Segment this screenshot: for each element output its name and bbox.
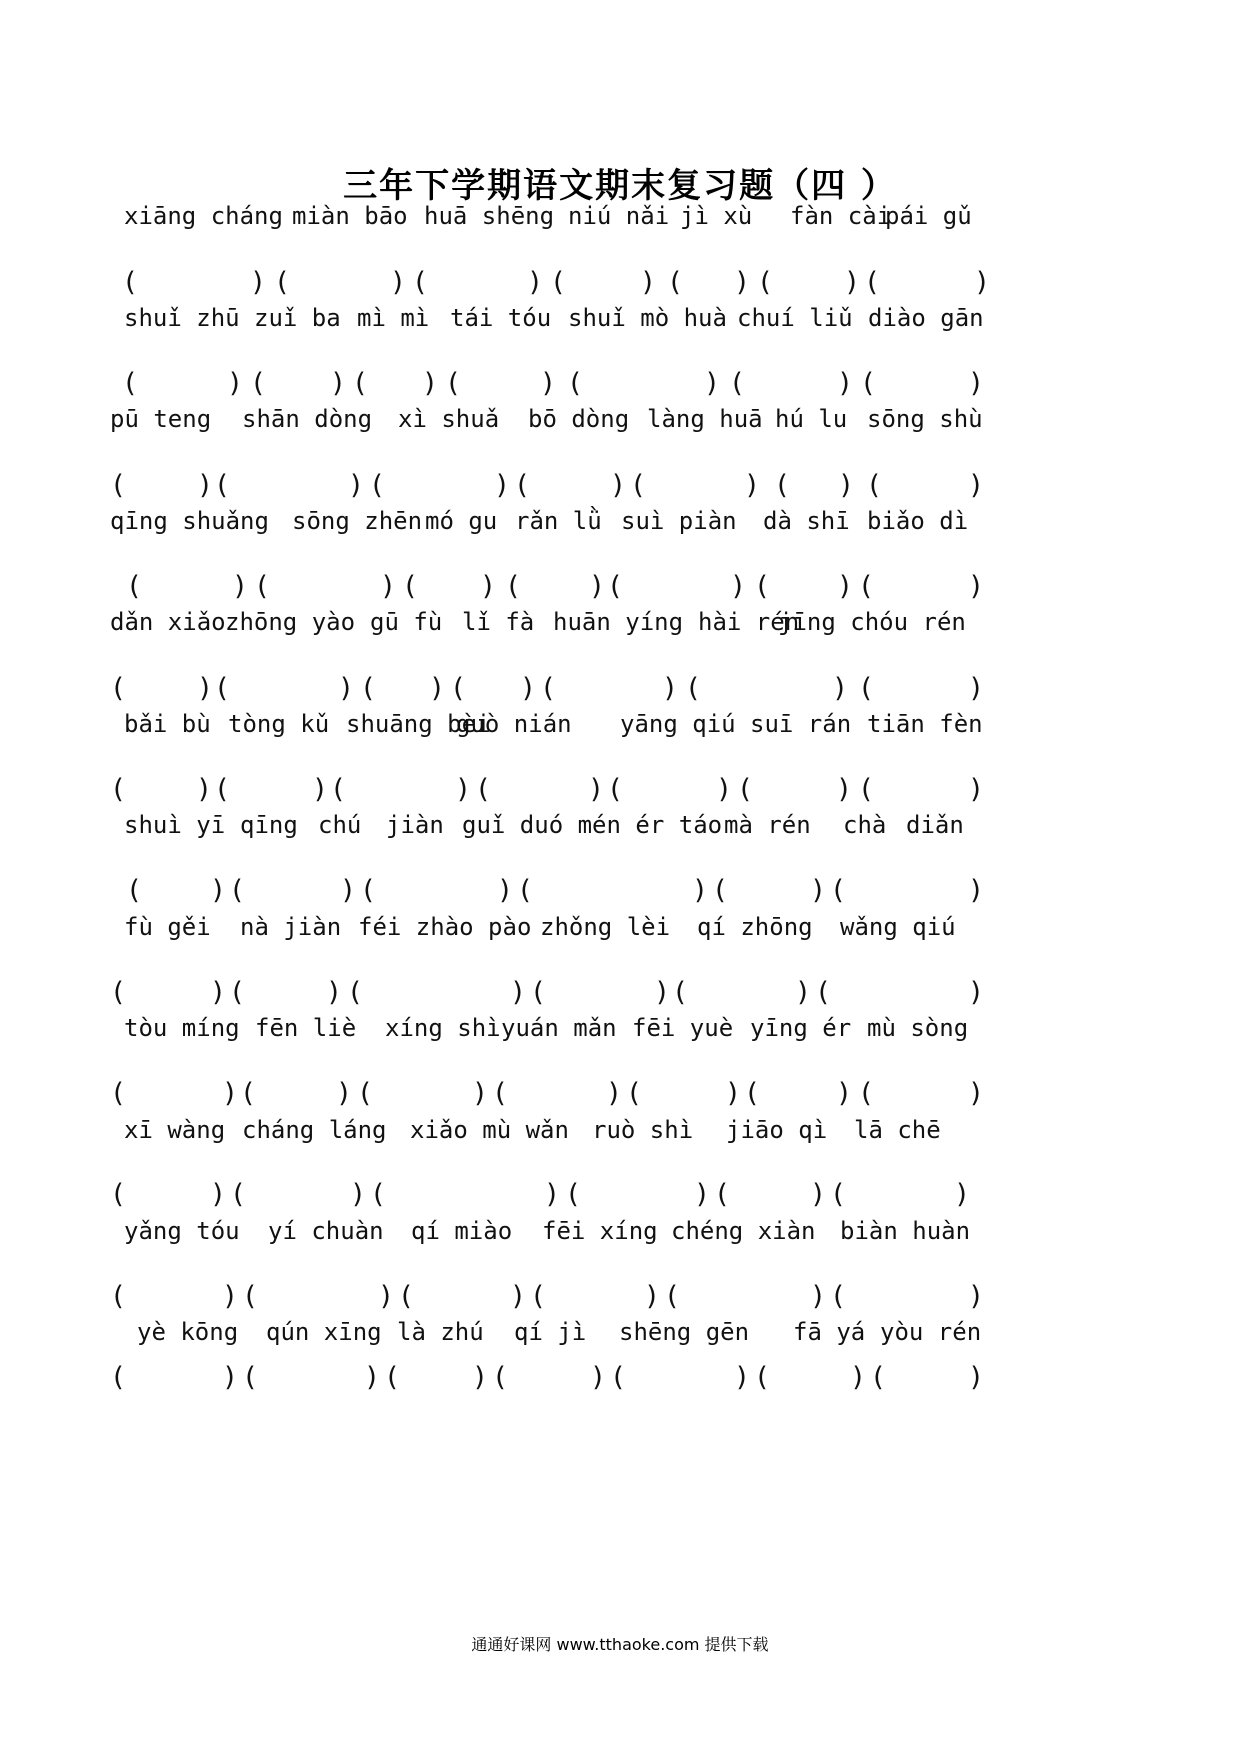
answer-bracket-open: ( xyxy=(213,673,231,704)
pinyin-word: yòu rén xyxy=(880,1318,982,1346)
answer-bracket-row xyxy=(0,1277,1240,1317)
answer-bracket-open: ( xyxy=(253,571,271,602)
answer-bracket-open: ( xyxy=(728,368,746,399)
pinyin-row xyxy=(0,298,1240,338)
answer-bracket-open: ( xyxy=(663,1281,681,1312)
footer-credit: 通通好课网 www.tthaoke.com 提供下载 xyxy=(471,1635,769,1654)
pinyin-word: jiāo qì xyxy=(726,1116,828,1144)
pinyin-word: sōng shù xyxy=(867,405,983,433)
pinyin-word: suī rán xyxy=(750,710,852,738)
pinyin-row xyxy=(0,907,1240,947)
pinyin-word: qí zhōng xyxy=(697,913,813,941)
answer-bracket-row xyxy=(0,1074,1240,1114)
pinyin-word: xiāng cháng xyxy=(124,202,283,230)
answer-bracket-close: ) xyxy=(249,267,267,298)
answer-bracket-open: ( xyxy=(529,977,547,1008)
pinyin-word: shuāng bèi xyxy=(346,710,491,738)
pinyin-word: yāng qiú xyxy=(620,710,736,738)
pinyin-word: yí chuàn xyxy=(268,1217,384,1245)
answer-bracket-close: ) xyxy=(724,1078,742,1109)
answer-bracket-close: ) xyxy=(519,673,537,704)
answer-bracket-close: ) xyxy=(325,977,343,1008)
answer-bracket-close: ) xyxy=(209,875,227,906)
answer-bracket-open: ( xyxy=(829,1179,847,1210)
answer-bracket-open: ( xyxy=(671,977,689,1008)
answer-bracket-close: ) xyxy=(653,977,671,1008)
answer-bracket-open: ( xyxy=(444,368,462,399)
answer-bracket-close: ) xyxy=(221,1078,239,1109)
answer-bracket-close: ) xyxy=(349,1179,367,1210)
pinyin-word: xiǎo mù wǎn xyxy=(410,1116,569,1144)
answer-bracket-close: ) xyxy=(729,571,747,602)
pinyin-word: shēng gēn xyxy=(619,1318,750,1346)
pinyin-word: mù sòng xyxy=(867,1014,969,1042)
answer-bracket-close: ) xyxy=(967,470,985,501)
answer-bracket-open: ( xyxy=(229,1179,247,1210)
pinyin-word: là zhú xyxy=(397,1318,484,1346)
pinyin-row xyxy=(0,1211,1240,1251)
pinyin-word: fàn cài xyxy=(790,202,892,230)
pinyin-word: xíng shì xyxy=(385,1014,501,1042)
pinyin-word: ruò shì xyxy=(592,1116,694,1144)
answer-bracket-close: ) xyxy=(836,368,854,399)
answer-bracket-close: ) xyxy=(196,673,214,704)
answer-bracket-close: ) xyxy=(693,1179,711,1210)
pinyin-word: chà xyxy=(843,811,887,839)
pinyin-word: niú nǎi xyxy=(568,202,670,230)
answer-bracket-open: ( xyxy=(109,470,127,501)
pinyin-word: fù gěi xyxy=(124,913,211,941)
answer-bracket-open: ( xyxy=(625,1078,643,1109)
answer-bracket-open: ( xyxy=(401,571,419,602)
answer-bracket-open: ( xyxy=(109,977,127,1008)
answer-bracket-close: ) xyxy=(661,673,679,704)
answer-bracket-close: ) xyxy=(231,571,249,602)
pinyin-word: zhōng yào xyxy=(225,608,356,636)
answer-bracket-open: ( xyxy=(249,368,267,399)
pinyin-row xyxy=(0,1008,1240,1048)
answer-bracket-close: ) xyxy=(496,875,514,906)
pinyin-word: chéng xiàn xyxy=(671,1217,816,1245)
answer-bracket-close: ) xyxy=(967,977,985,1008)
answer-bracket-close: ) xyxy=(428,673,446,704)
answer-bracket-open: ( xyxy=(109,1362,127,1393)
answer-bracket-close: ) xyxy=(967,571,985,602)
answer-bracket-open: ( xyxy=(859,368,877,399)
pinyin-word: mó gu xyxy=(425,507,498,535)
answer-bracket-close: ) xyxy=(347,470,365,501)
answer-bracket-close: ) xyxy=(421,368,439,399)
answer-bracket-open: ( xyxy=(329,774,347,805)
answer-bracket-open: ( xyxy=(606,774,624,805)
answer-bracket-close: ) xyxy=(363,1362,381,1393)
answer-bracket-open: ( xyxy=(356,1078,374,1109)
answer-bracket-open: ( xyxy=(829,1281,847,1312)
pinyin-row xyxy=(0,501,1240,541)
answer-bracket-open: ( xyxy=(566,368,584,399)
answer-bracket-row xyxy=(0,669,1240,709)
answer-bracket-open: ( xyxy=(228,875,246,906)
pinyin-word: huā shēng xyxy=(424,202,555,230)
answer-bracket-close: ) xyxy=(493,470,511,501)
answer-bracket-close: ) xyxy=(226,368,244,399)
answer-bracket-open: ( xyxy=(241,1362,259,1393)
answer-bracket-close: ) xyxy=(809,1179,827,1210)
answer-bracket-close: ) xyxy=(605,1078,623,1109)
answer-bracket-close: ) xyxy=(221,1281,239,1312)
answer-bracket-close: ) xyxy=(967,875,985,906)
pinyin-word: shān dòng xyxy=(242,405,373,433)
answer-bracket-close: ) xyxy=(526,267,544,298)
worksheet-title: 三年下学期语文期末复习题（四 ） xyxy=(343,166,897,206)
pinyin-word: tiān fèn xyxy=(867,710,983,738)
answer-bracket-close: ) xyxy=(967,368,985,399)
pinyin-word: fēn liè xyxy=(255,1014,357,1042)
pinyin-word: tòng kǔ xyxy=(228,710,330,738)
answer-bracket-close: ) xyxy=(643,1281,661,1312)
answer-bracket-close: ) xyxy=(377,1281,395,1312)
answer-bracket-close: ) xyxy=(221,1362,239,1393)
answer-bracket-close: ) xyxy=(715,774,733,805)
answer-bracket-open: ( xyxy=(629,470,647,501)
answer-bracket-open: ( xyxy=(228,977,246,1008)
answer-bracket-open: ( xyxy=(753,1362,771,1393)
answer-bracket-close: ) xyxy=(311,774,329,805)
answer-bracket-open: ( xyxy=(241,1281,259,1312)
pinyin-row xyxy=(0,1110,1240,1150)
answer-bracket-row xyxy=(0,364,1240,404)
pinyin-word: fēi yuè xyxy=(632,1014,734,1042)
pinyin-word: qīng xyxy=(240,811,298,839)
answer-bracket-close: ) xyxy=(967,774,985,805)
pinyin-word: shuǐ mò huà xyxy=(568,304,727,332)
answer-bracket-close: ) xyxy=(589,1362,607,1393)
answer-bracket-open: ( xyxy=(359,673,377,704)
pinyin-word: qí jì xyxy=(514,1318,587,1346)
answer-bracket-open: ( xyxy=(351,368,369,399)
pinyin-word: mà rén xyxy=(724,811,811,839)
answer-bracket-open: ( xyxy=(121,267,139,298)
answer-bracket-open: ( xyxy=(449,673,467,704)
answer-bracket-open: ( xyxy=(564,1179,582,1210)
pinyin-word: hài rén xyxy=(698,608,800,636)
pinyin-word: lā chē xyxy=(854,1116,941,1144)
answer-bracket-open: ( xyxy=(743,1078,761,1109)
answer-bracket-open: ( xyxy=(474,774,492,805)
pinyin-word: qí miào xyxy=(411,1217,513,1245)
answer-bracket-open: ( xyxy=(397,1281,415,1312)
answer-bracket-open: ( xyxy=(109,1179,127,1210)
answer-bracket-close: ) xyxy=(836,571,854,602)
answer-bracket-close: ) xyxy=(967,673,985,704)
answer-bracket-close: ) xyxy=(967,1362,985,1393)
answer-bracket-open: ( xyxy=(273,267,291,298)
answer-bracket-open: ( xyxy=(857,774,875,805)
answer-bracket-close: ) xyxy=(509,1281,527,1312)
pinyin-word: bǎi bù xyxy=(124,710,211,738)
answer-bracket-close: ) xyxy=(831,673,849,704)
answer-bracket-close: ) xyxy=(329,368,347,399)
answer-bracket-close: ) xyxy=(209,977,227,1008)
pinyin-word: biàn huàn xyxy=(840,1217,971,1245)
pinyin-word: yīng ér xyxy=(750,1014,852,1042)
answer-bracket-close: ) xyxy=(389,267,407,298)
answer-bracket-open: ( xyxy=(359,875,377,906)
answer-bracket-open: ( xyxy=(539,673,557,704)
answer-bracket-close: ) xyxy=(335,1078,353,1109)
answer-bracket-row xyxy=(0,973,1240,1013)
answer-bracket-close: ) xyxy=(743,470,761,501)
pinyin-word: guò nián xyxy=(456,710,572,738)
pinyin-word: cháng láng xyxy=(242,1116,387,1144)
answer-bracket-open: ( xyxy=(606,571,624,602)
pinyin-word: gū fù xyxy=(370,608,443,636)
answer-bracket-open: ( xyxy=(213,774,231,805)
answer-bracket-close: ) xyxy=(195,774,213,805)
answer-bracket-close: ) xyxy=(471,1362,489,1393)
answer-bracket-row xyxy=(0,466,1240,506)
answer-bracket-open: ( xyxy=(857,1078,875,1109)
answer-bracket-open: ( xyxy=(814,977,832,1008)
answer-bracket-close: ) xyxy=(973,267,991,298)
answer-bracket-row xyxy=(0,770,1240,810)
answer-bracket-open: ( xyxy=(109,673,127,704)
answer-bracket-close: ) xyxy=(639,267,657,298)
answer-bracket-open: ( xyxy=(239,1078,257,1109)
pinyin-row xyxy=(0,1312,1240,1352)
answer-bracket-open: ( xyxy=(609,1362,627,1393)
pinyin-word: tái tóu xyxy=(450,304,552,332)
pinyin-word: làng huā xyxy=(647,405,763,433)
pinyin-word: yǎng tóu xyxy=(124,1217,240,1245)
pinyin-word: qún xīng xyxy=(266,1318,382,1346)
answer-bracket-close: ) xyxy=(509,977,527,1008)
answer-bracket-row xyxy=(0,1358,1240,1398)
answer-bracket-open: ( xyxy=(549,267,567,298)
answer-bracket-close: ) xyxy=(835,1078,853,1109)
answer-bracket-row xyxy=(0,567,1240,607)
pinyin-row xyxy=(0,399,1240,439)
answer-bracket-open: ( xyxy=(513,470,531,501)
answer-bracket-close: ) xyxy=(849,1362,867,1393)
answer-bracket-close: ) xyxy=(809,1281,827,1312)
pinyin-word: bō dòng xyxy=(528,405,630,433)
pinyin-row xyxy=(0,704,1240,744)
pinyin-word: pū teng xyxy=(110,405,212,433)
answer-bracket-open: ( xyxy=(504,571,522,602)
answer-bracket-close: ) xyxy=(835,774,853,805)
pinyin-word: chuí liǔ xyxy=(737,304,853,332)
answer-bracket-close: ) xyxy=(843,267,861,298)
pinyin-word: wǎng qiú xyxy=(840,913,956,941)
answer-bracket-open: ( xyxy=(529,1281,547,1312)
answer-bracket-open: ( xyxy=(829,875,847,906)
answer-bracket-close: ) xyxy=(837,470,855,501)
answer-bracket-close: ) xyxy=(691,875,709,906)
pinyin-word: dǎn xiǎo xyxy=(110,608,226,636)
answer-bracket-open: ( xyxy=(109,1281,127,1312)
pinyin-word: pái gǔ xyxy=(885,202,972,230)
pinyin-word: mì mì xyxy=(357,304,430,332)
answer-bracket-close: ) xyxy=(967,1078,985,1109)
pinyin-word: hú lu xyxy=(775,405,848,433)
answer-bracket-open: ( xyxy=(125,875,143,906)
pinyin-word: biǎo dì xyxy=(867,507,969,535)
answer-bracket-row xyxy=(0,871,1240,911)
answer-bracket-open: ( xyxy=(736,774,754,805)
answer-bracket-close: ) xyxy=(539,368,557,399)
answer-bracket-open: ( xyxy=(865,470,883,501)
pinyin-row xyxy=(0,805,1240,845)
pinyin-word: qīng shuǎng xyxy=(110,507,269,535)
answer-bracket-close: ) xyxy=(209,1179,227,1210)
answer-bracket-close: ) xyxy=(703,368,721,399)
pinyin-word: jiàn xyxy=(386,811,444,839)
pinyin-word: fēi xíng xyxy=(542,1217,658,1245)
answer-bracket-open: ( xyxy=(369,1179,387,1210)
answer-bracket-open: ( xyxy=(684,673,702,704)
pinyin-word: jīng chóu rén xyxy=(778,608,966,636)
answer-bracket-open: ( xyxy=(773,470,791,501)
pinyin-word: zhǒng lèi xyxy=(540,913,671,941)
pinyin-word: féi zhào pào xyxy=(358,913,532,941)
answer-bracket-close: ) xyxy=(609,470,627,501)
answer-bracket-open: ( xyxy=(857,673,875,704)
answer-bracket-row xyxy=(0,1175,1240,1215)
pinyin-word: diǎn xyxy=(906,811,964,839)
answer-bracket-close: ) xyxy=(587,774,605,805)
answer-bracket-close: ) xyxy=(794,977,812,1008)
answer-bracket-close: ) xyxy=(379,571,397,602)
answer-bracket-close: ) xyxy=(339,875,357,906)
answer-bracket-close: ) xyxy=(953,1179,971,1210)
answer-bracket-open: ( xyxy=(491,1078,509,1109)
pinyin-word: jì xù xyxy=(680,202,753,230)
answer-bracket-close: ) xyxy=(588,571,606,602)
answer-bracket-close: ) xyxy=(967,1281,985,1312)
answer-bracket-open: ( xyxy=(213,470,231,501)
pinyin-word: xī wàng xyxy=(124,1116,226,1144)
answer-bracket-close: ) xyxy=(733,1362,751,1393)
answer-bracket-open: ( xyxy=(711,875,729,906)
answer-bracket-open: ( xyxy=(346,977,364,1008)
pinyin-word: xì shuǎ xyxy=(398,405,500,433)
answer-bracket-open: ( xyxy=(383,1362,401,1393)
answer-bracket-close: ) xyxy=(543,1179,561,1210)
answer-bracket-open: ( xyxy=(713,1179,731,1210)
answer-bracket-open: ( xyxy=(109,1078,127,1109)
answer-bracket-open: ( xyxy=(666,267,684,298)
answer-bracket-open: ( xyxy=(121,368,139,399)
answer-bracket-close: ) xyxy=(733,267,751,298)
answer-bracket-close: ) xyxy=(471,1078,489,1109)
answer-bracket-row xyxy=(0,263,1240,303)
pinyin-word: nà jiàn xyxy=(240,913,342,941)
pinyin-row xyxy=(0,196,1240,236)
pinyin-word: diào gān xyxy=(868,304,984,332)
pinyin-word: rǎn lǜ xyxy=(515,507,602,535)
answer-bracket-close: ) xyxy=(454,774,472,805)
answer-bracket-open: ( xyxy=(756,267,774,298)
answer-bracket-open: ( xyxy=(109,774,127,805)
pinyin-word: tòu míng xyxy=(124,1014,240,1042)
answer-bracket-open: ( xyxy=(869,1362,887,1393)
answer-bracket-open: ( xyxy=(491,1362,509,1393)
answer-bracket-close: ) xyxy=(809,875,827,906)
pinyin-word: zuǐ ba xyxy=(254,304,341,332)
pinyin-row xyxy=(0,602,1240,642)
pinyin-word: fā yá xyxy=(793,1318,866,1346)
answer-bracket-open: ( xyxy=(857,571,875,602)
answer-bracket-close: ) xyxy=(479,571,497,602)
answer-bracket-open: ( xyxy=(368,470,386,501)
pinyin-word: yuán mǎn xyxy=(501,1014,617,1042)
answer-bracket-close: ) xyxy=(196,470,214,501)
answer-bracket-open: ( xyxy=(516,875,534,906)
pinyin-word: suì piàn xyxy=(621,507,737,535)
answer-bracket-open: ( xyxy=(125,571,143,602)
pinyin-word: chú xyxy=(318,811,362,839)
pinyin-word: yè kōng xyxy=(137,1318,239,1346)
pinyin-word: shuì yī xyxy=(124,811,226,839)
answer-bracket-close: ) xyxy=(337,673,355,704)
pinyin-word: sōng zhēn xyxy=(292,507,423,535)
pinyin-word: shuǐ zhū xyxy=(124,304,240,332)
pinyin-word: guǐ duó mén ér táo xyxy=(462,811,723,839)
pinyin-word: miàn bāo xyxy=(292,202,408,230)
pinyin-word: dà shī xyxy=(763,507,850,535)
answer-bracket-open: ( xyxy=(863,267,881,298)
answer-bracket-open: ( xyxy=(411,267,429,298)
pinyin-word: lǐ fà xyxy=(462,608,535,636)
answer-bracket-open: ( xyxy=(753,571,771,602)
pinyin-word: huān yíng xyxy=(553,608,684,636)
